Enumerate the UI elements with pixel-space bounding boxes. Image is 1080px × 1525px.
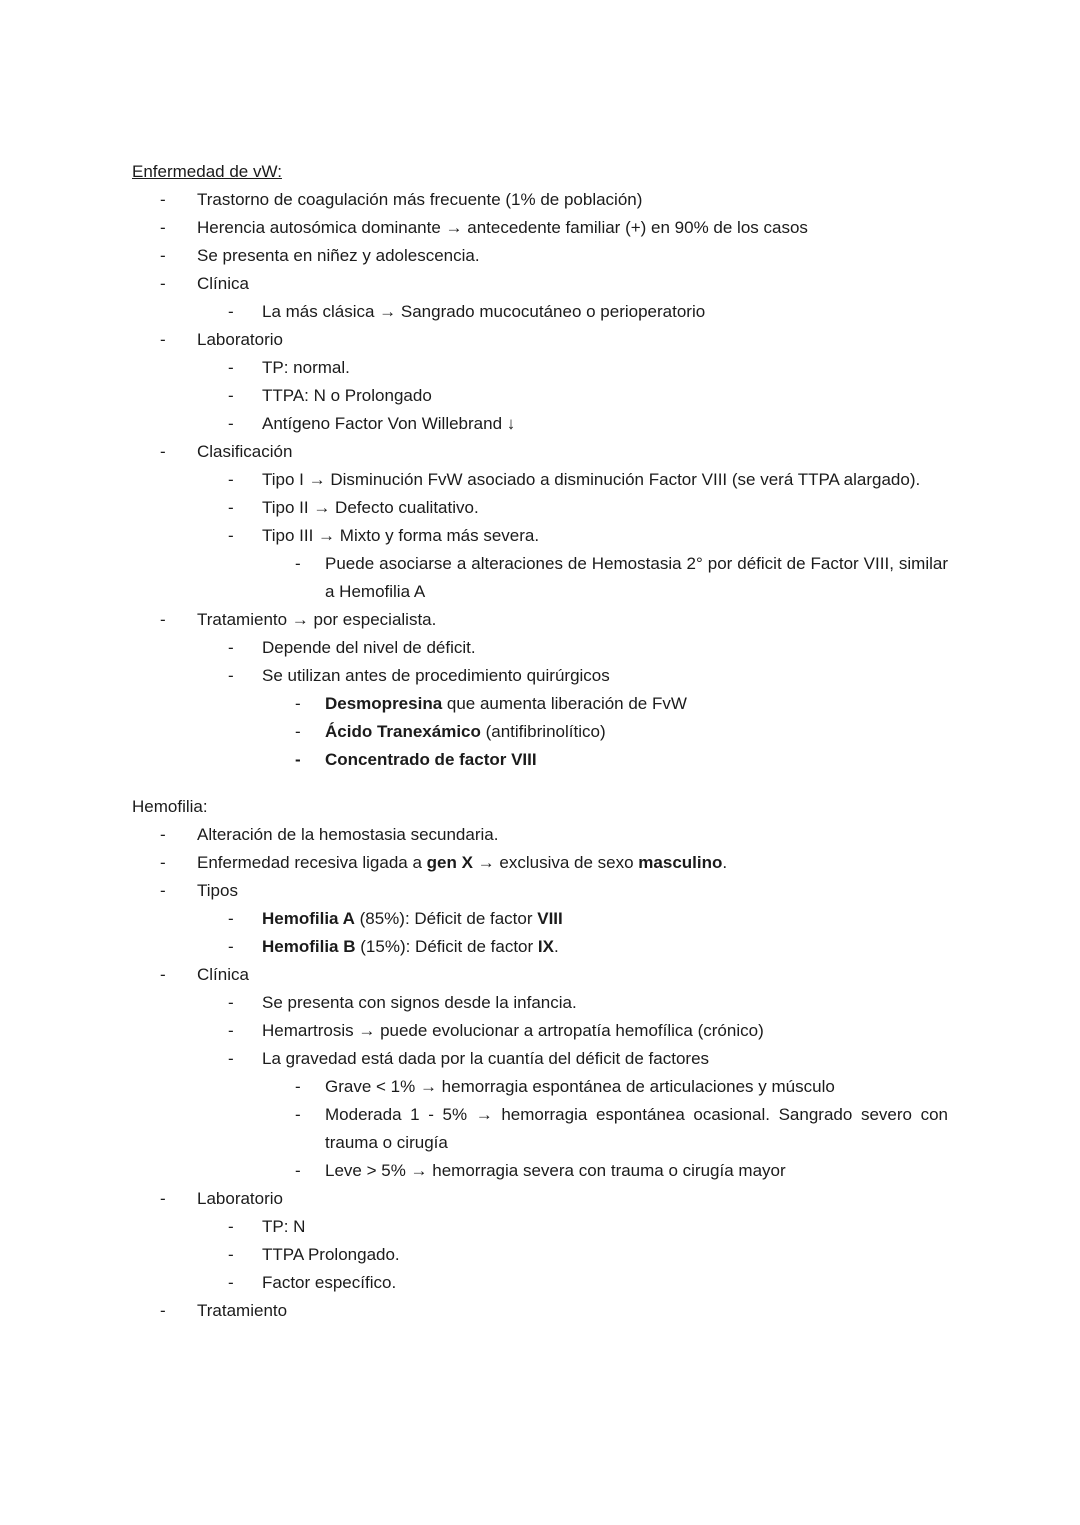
plain-text: que aumenta liberación de FvW [442, 694, 687, 713]
notes-section [132, 158, 948, 774]
list-item [228, 1017, 948, 1045]
bullet-dash: - [160, 218, 166, 237]
bullet-dash: - [295, 694, 301, 713]
list-item [228, 1269, 948, 1297]
list-item-text [197, 877, 948, 905]
list-item-text [197, 606, 948, 634]
notes-section [132, 793, 948, 1325]
list-item [295, 746, 948, 774]
plain-text: Factor específico. [262, 1273, 397, 1292]
list-item [160, 186, 948, 214]
bullet-dash: - [228, 1021, 234, 1040]
list-item [160, 849, 948, 877]
list-item-text [262, 494, 948, 522]
list-item [228, 382, 948, 410]
bullet-dash: - [160, 881, 166, 900]
list-item [295, 1073, 948, 1101]
list-item-text [262, 1213, 948, 1241]
plain-text: Tratamiento [197, 1301, 288, 1320]
bullet-dash: - [228, 414, 234, 433]
section-heading: Enfermedad de vW: [132, 162, 282, 181]
bullet-dash: - [295, 750, 301, 769]
bullet-dash: - [160, 246, 166, 265]
list-item-text [325, 718, 948, 746]
list-item-text [325, 746, 948, 774]
list-item-text [325, 1157, 948, 1185]
bullet-dash: - [160, 965, 166, 984]
plain-text: Trastorno de coagulación más frecuente (1% de población) [197, 190, 643, 209]
list-item [160, 1185, 948, 1213]
list-item-text [325, 550, 948, 606]
bullet-dash: - [228, 498, 234, 517]
list-item-text [262, 1269, 948, 1297]
bullet-dash: - [295, 1161, 301, 1180]
list-item-text [197, 186, 948, 214]
list-item-text [197, 1185, 948, 1213]
list-item [160, 438, 948, 466]
bullet-dash: - [295, 1077, 301, 1096]
plain-text: Tipo II → Defecto cualitativo. [262, 498, 479, 517]
list-item-text [262, 662, 948, 690]
list-item [295, 718, 948, 746]
list-item-text [197, 438, 948, 466]
list-item-text [262, 634, 948, 662]
plain-text: Clínica [197, 965, 249, 984]
bullet-dash: - [295, 722, 301, 741]
list-item [228, 989, 948, 1017]
list-item-text [262, 1045, 948, 1073]
plain-text: Clasificación [197, 442, 293, 461]
plain-text: Tipo I → Disminución FvW asociado a disminución Factor VIII (se verá TTPA alargado). [262, 470, 921, 489]
bullet-dash: - [295, 554, 301, 573]
list-item-text [262, 382, 948, 410]
bullet-dash: - [160, 190, 166, 209]
bullet-dash: - [160, 853, 166, 872]
list-item-text [197, 849, 948, 877]
list-item [228, 466, 948, 494]
list-item-text [262, 905, 948, 933]
plain-text: Se utilizan antes de procedimiento quirúrgicos [262, 666, 610, 685]
list-item [228, 494, 948, 522]
list-item-text [197, 961, 948, 989]
plain-text: Moderada 1 - 5% → hemorragia espontánea ocasional. Sangrado severo con trauma o cirugía [325, 1105, 948, 1152]
list-item [295, 1157, 948, 1185]
notes-document [132, 158, 948, 1325]
list-item-text [262, 298, 948, 326]
plain-text: Enfermedad recesiva ligada a [197, 853, 427, 872]
bullet-dash: - [228, 1217, 234, 1236]
plain-text: Tipo III → Mixto y forma más severa. [262, 526, 540, 545]
emphasized-text: Hemofilia A [262, 909, 355, 928]
plain-text: (15%): Déficit de factor [355, 937, 538, 956]
plain-text: Grave < 1% → hemorragia espontánea de articulaciones y músculo [325, 1077, 835, 1096]
bullet-dash: - [228, 358, 234, 377]
list-item-text [262, 354, 948, 382]
plain-text: La más clásica → Sangrado mucocutáneo o perioperatorio [262, 302, 706, 321]
list-item-text [197, 326, 948, 354]
emphasized-text: IX [537, 937, 554, 956]
list-item [228, 933, 948, 961]
list-item [160, 877, 948, 905]
bullet-dash: - [228, 937, 234, 956]
bullet-dash: - [228, 526, 234, 545]
bullet-dash: - [160, 442, 166, 461]
list-item [228, 905, 948, 933]
plain-text: (antifibrinolítico) [480, 722, 606, 741]
bullet-dash: - [228, 909, 234, 928]
list-item [228, 1213, 948, 1241]
list-item-text [197, 821, 948, 849]
list-item [228, 410, 948, 438]
list-item [160, 326, 948, 354]
bullet-dash: - [160, 330, 166, 349]
plain-text: . [722, 853, 728, 872]
emphasized-text: Concentrado de factor VIII [325, 750, 537, 769]
list-item-text [197, 1297, 948, 1325]
plain-text: → exclusiva de sexo [472, 853, 639, 872]
list-item [228, 522, 948, 550]
list-item [228, 1241, 948, 1269]
bullet-dash: - [160, 825, 166, 844]
plain-text: (85%): Déficit de factor [354, 909, 538, 928]
list-item [228, 354, 948, 382]
plain-text: . [553, 937, 559, 956]
plain-text: Laboratorio [197, 1189, 284, 1208]
plain-text: Herencia autosómica dominante → antecedente familiar (+) en 90% de los casos [197, 218, 808, 237]
plain-text: Clínica [197, 274, 249, 293]
bullet-dash: - [228, 302, 234, 321]
list-item [160, 1297, 948, 1325]
plain-text: Se presenta con signos desde la infancia. [262, 993, 577, 1012]
plain-text: Laboratorio [197, 330, 284, 349]
bullet-dash: - [295, 1105, 301, 1124]
plain-text: Antígeno Factor Von Willebrand ↓ [262, 414, 516, 433]
list-item [228, 298, 948, 326]
bullet-dash: - [160, 1301, 166, 1320]
list-item-text [262, 933, 948, 961]
plain-text: TP: normal. [262, 358, 350, 377]
list-item [228, 662, 948, 690]
plain-text: La gravedad está dada por la cuantía del déficit de factores [262, 1049, 710, 1068]
bullet-dash: - [160, 274, 166, 293]
list-item-text [197, 242, 948, 270]
plain-text: Tipos [197, 881, 238, 900]
plain-text: Leve > 5% → hemorragia severa con trauma o cirugía mayor [325, 1161, 786, 1180]
plain-text: Hemartrosis → puede evolucionar a artropatía hemofílica (crónico) [262, 1021, 764, 1040]
emphasized-text: gen X [426, 853, 473, 872]
bullet-dash: - [228, 993, 234, 1012]
list-item [160, 242, 948, 270]
bullet-dash: - [228, 470, 234, 489]
bullet-dash: - [228, 1273, 234, 1292]
list-item-text [262, 1017, 948, 1045]
emphasized-text: Hemofilia B [262, 937, 356, 956]
plain-text: Puede asociarse a alteraciones de Hemostasia 2° por déficit de Factor VIII, similar a Hemofilia A [325, 554, 948, 601]
list-item [295, 690, 948, 718]
section-heading: Hemofilia: [132, 797, 208, 816]
list-item [295, 550, 948, 606]
plain-text: TTPA Prolongado. [262, 1245, 400, 1264]
list-item-text [197, 214, 948, 242]
bullet-dash: - [228, 666, 234, 685]
list-item-text [325, 690, 948, 718]
list-item-text [262, 410, 948, 438]
list-item [160, 821, 948, 849]
list-item [160, 606, 948, 634]
plain-text: Tratamiento → por especialista. [197, 610, 437, 629]
list-item [295, 1101, 948, 1157]
bullet-dash: - [228, 1049, 234, 1068]
bullet-dash: - [160, 610, 166, 629]
bullet-dash: - [228, 386, 234, 405]
list-item [228, 634, 948, 662]
plain-text: Se presenta en niñez y adolescencia. [197, 246, 480, 265]
emphasized-text: Ácido Tranexámico [325, 722, 481, 741]
plain-text: Alteración de la hemostasia secundaria. [197, 825, 499, 844]
list-item-text [325, 1073, 948, 1101]
plain-text: TP: N [262, 1217, 306, 1236]
emphasized-text: Desmopresina [325, 694, 443, 713]
list-item [160, 961, 948, 989]
list-item-text [262, 1241, 948, 1269]
list-item-text [262, 989, 948, 1017]
list-item [160, 270, 948, 298]
bullet-dash: - [228, 1245, 234, 1264]
plain-text: Depende del nivel de déficit. [262, 638, 476, 657]
bullet-dash: - [228, 638, 234, 657]
emphasized-text: masculino [638, 853, 723, 872]
list-item [228, 1045, 948, 1073]
plain-text: TTPA: N o Prolongado [262, 386, 432, 405]
list-item-text [197, 270, 948, 298]
list-item [160, 214, 948, 242]
bullet-dash: - [160, 1189, 166, 1208]
list-item-text [262, 466, 948, 494]
emphasized-text: VIII [537, 909, 563, 928]
list-item-text [325, 1101, 948, 1157]
list-item-text [262, 522, 948, 550]
